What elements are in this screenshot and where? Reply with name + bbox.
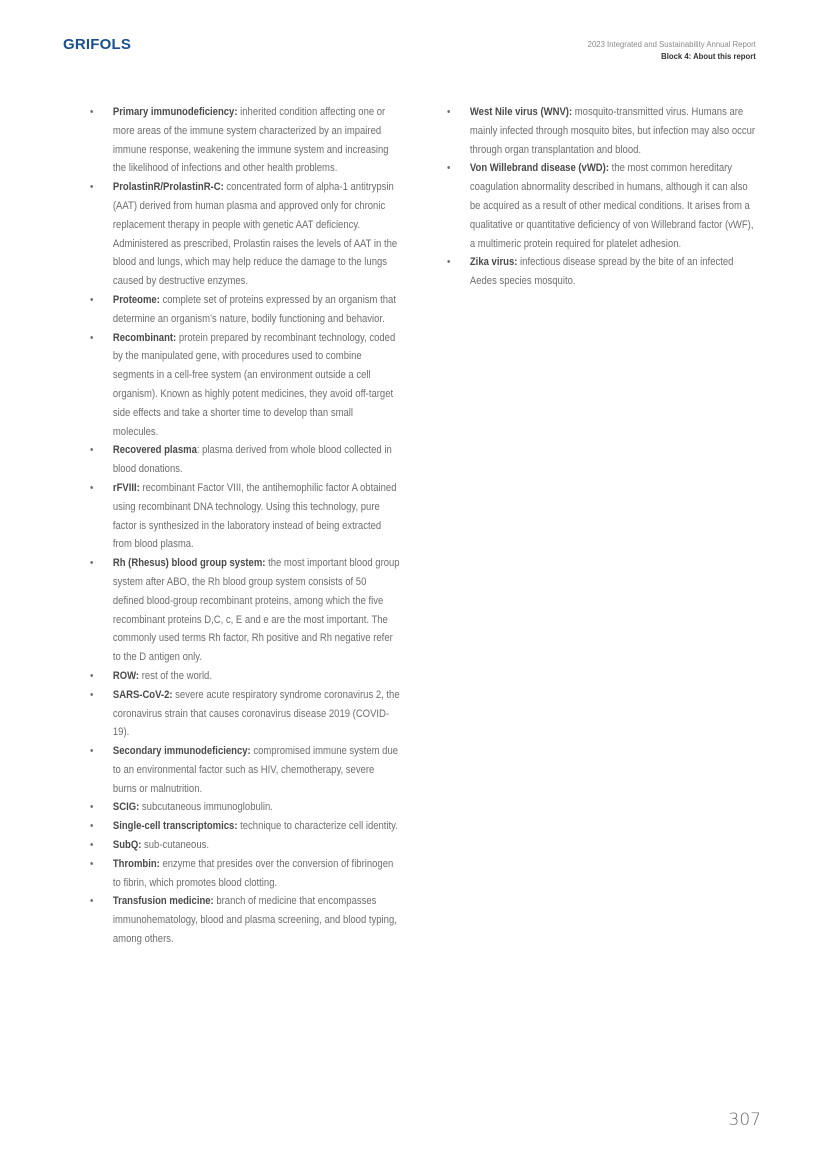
glossary-term: ProlastinR/ProlastinR-C: bbox=[112, 181, 224, 194]
glossary-entry bbox=[90, 291, 400, 329]
page-number: 307 bbox=[728, 1110, 761, 1130]
glossary-term: Proteome: bbox=[112, 293, 160, 306]
glossary-definition: protein prepared by recombinant technology, coded by the manipulated gene, with procedures used to combine segments in a cell-free system (an environment outside a cell organism). Known as highly potent medicines, they avoid off-target side effects and take a shorter time to develop than small molecules. bbox=[112, 331, 396, 438]
bullet-icon: • bbox=[447, 256, 451, 269]
bullet-icon: • bbox=[90, 895, 94, 908]
bullet-icon: • bbox=[90, 106, 94, 118]
glossary-entry bbox=[90, 329, 400, 442]
glossary-definition: rest of the world. bbox=[139, 669, 212, 682]
bullet-icon: • bbox=[90, 857, 94, 870]
glossary-entry bbox=[90, 892, 400, 948]
glossary-right-column bbox=[447, 103, 807, 291]
glossary-definition: sub-cutaneous. bbox=[141, 839, 209, 852]
block-title: Block 4: About this report bbox=[661, 51, 756, 61]
glossary-definition: infectious disease spread by the bite of an infected Aedes species mosquito. bbox=[469, 256, 734, 288]
bullet-icon: • bbox=[90, 669, 94, 682]
glossary-term: Recombinant: bbox=[112, 331, 177, 344]
glossary-entry bbox=[90, 554, 400, 667]
glossary-definition: technique to characterize cell identity. bbox=[237, 820, 398, 833]
glossary-entry bbox=[90, 836, 400, 855]
glossary-entry bbox=[90, 686, 400, 742]
bullet-icon: • bbox=[447, 106, 451, 118]
glossary-definition: compromised immune system due to an environmental factor such as HIV, chemotherapy, severe burns or malnutrition. bbox=[112, 745, 399, 795]
bullet-icon: • bbox=[90, 293, 94, 306]
glossary-entry bbox=[90, 441, 400, 479]
glossary-definition: branch of medicine that encompasses immunohematology, blood and plasma screening, and blood typing, among others. bbox=[112, 895, 397, 946]
glossary-left-column bbox=[90, 103, 450, 949]
glossary-definition: mosquito-transmitted virus. Humans are mainly infected through mosquito bites, but infection may also occur through organ transplantation and blood. bbox=[469, 106, 756, 156]
glossary-term: SubQ: bbox=[112, 839, 142, 852]
glossary-term: Von Willebrand disease (vWD): bbox=[469, 162, 610, 175]
glossary-entry bbox=[447, 253, 757, 291]
glossary-entry bbox=[90, 817, 400, 836]
grifols-logo: GRIFOLS bbox=[63, 36, 132, 53]
glossary-definition: severe acute respiratory syndrome coronavirus 2, the coronavirus strain that causes coronavirus disease 2019 (COVID-19). bbox=[112, 688, 400, 739]
glossary-entry bbox=[90, 103, 400, 178]
glossary-term: Primary immunodeficiency: bbox=[112, 106, 238, 118]
glossary-term: Single-cell transcriptomics: bbox=[112, 820, 238, 833]
glossary-entry bbox=[90, 667, 400, 686]
glossary-entry bbox=[90, 742, 400, 798]
glossary-definition: enzyme that presides over the conversion of fibrinogen to fibrin, which promotes blood clotting. bbox=[112, 857, 394, 889]
bullet-icon: • bbox=[90, 481, 94, 494]
report-title: 2023 Integrated and Sustainability Annual Report bbox=[587, 39, 756, 49]
bullet-icon: • bbox=[90, 820, 94, 833]
glossary-definition: recombinant Factor VIII, the antihemophilic factor A obtained using recombinant DNA technology. Using this technology, pure factor is synthesized in the laboratory instead of being extracted from blood plasma. bbox=[112, 481, 397, 551]
glossary-term: Thrombin: bbox=[112, 857, 160, 870]
glossary-definition: subcutaneous immunoglobulin. bbox=[139, 801, 273, 814]
glossary-entry bbox=[90, 855, 400, 893]
bullet-icon: • bbox=[90, 181, 94, 194]
glossary-term: Transfusion medicine: bbox=[112, 895, 214, 908]
bullet-icon: • bbox=[90, 331, 94, 344]
glossary-definition: : plasma derived from whole blood collected in blood donations. bbox=[112, 444, 392, 476]
glossary-term: Secondary immunodeficiency: bbox=[112, 745, 251, 758]
bullet-icon: • bbox=[90, 745, 94, 758]
report-header bbox=[588, 38, 756, 62]
bullet-icon: • bbox=[90, 801, 94, 814]
bullet-icon: • bbox=[90, 688, 94, 701]
glossary-definition: concentrated form of alpha-1 antitrypsin (AAT) derived from human plasma and approved only for chronic replacement therapy in people with genetic AAT deficiency. Administered as prescribed, Prolastin raises the levels of AAT in the blood and lungs, which may help reduce the damage to the lungs caused by destructive enzymes. bbox=[112, 181, 398, 288]
glossary-entry bbox=[447, 159, 757, 253]
glossary-entry bbox=[90, 479, 400, 554]
glossary-entry bbox=[90, 178, 400, 291]
glossary-term: SARS-CoV-2: bbox=[112, 688, 173, 701]
glossary-entry bbox=[447, 103, 757, 159]
glossary-term: Zika virus: bbox=[469, 256, 518, 269]
glossary-entry bbox=[90, 798, 400, 817]
glossary-term: rFVIII: bbox=[112, 481, 140, 494]
glossary-definition: complete set of proteins expressed by an organism that determine an organism’s nature, bodily functioning and behavior. bbox=[112, 293, 396, 325]
glossary-definition: the most common hereditary coagulation abnormality described in humans, although it can also be acquired as a result of other medical conditions. It arises from a qualitative or quantitative deficiency of von Willebrand factor (vWF), a multimeric protein required for platelet adhesion. bbox=[469, 162, 754, 250]
glossary-term: West Nile virus (WNV): bbox=[469, 106, 573, 118]
glossary-list-right bbox=[447, 103, 807, 291]
glossary-term: Rh (Rhesus) blood group system: bbox=[112, 557, 266, 570]
glossary-definition: the most important blood group system after ABO, the Rh blood group system consists of 50 defined blood-group recombinant proteins, among which the five recombinant proteins D,C, c, E and e are the most important. The commonly used terms Rh factor, Rh positive and Rh negative refer to the D antigen only. bbox=[112, 557, 400, 664]
bullet-icon: • bbox=[90, 839, 94, 852]
bullet-icon: • bbox=[90, 444, 94, 457]
glossary-term: Recovered plasma bbox=[112, 444, 197, 457]
glossary-list-left bbox=[90, 103, 450, 949]
glossary-term: SCIG: bbox=[112, 801, 140, 814]
glossary-definition: inherited condition affecting one or more areas of the immune system characterized by an impaired immune response, weakening the immune system and increasing the likelihood of infections and other health problems. bbox=[112, 106, 389, 175]
bullet-icon: • bbox=[447, 162, 451, 175]
glossary-term: ROW: bbox=[112, 669, 140, 682]
bullet-icon: • bbox=[90, 557, 94, 570]
